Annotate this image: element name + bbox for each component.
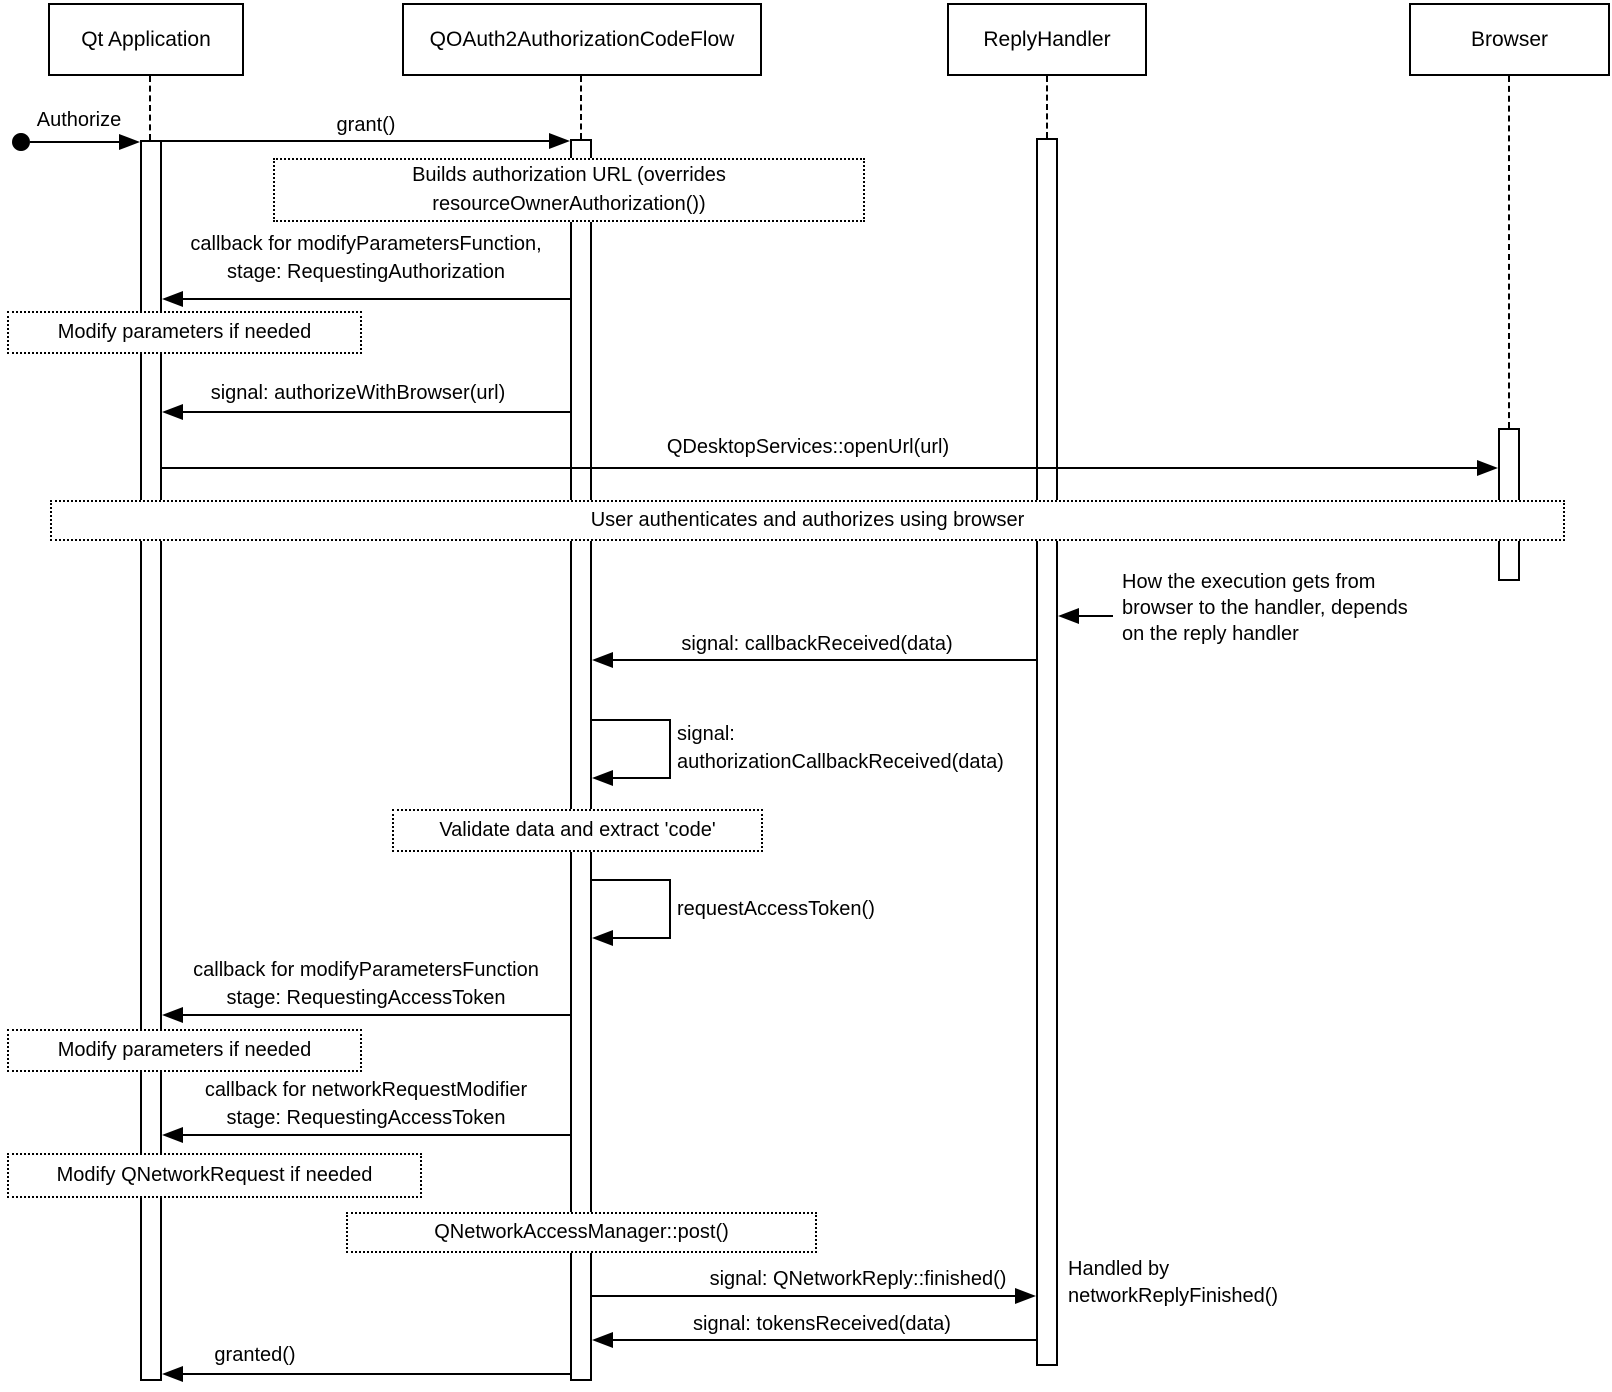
arrowhead-left-icon	[592, 1332, 613, 1348]
browser-to-handler-annotation	[1122, 569, 1408, 647]
arrowhead-right-icon	[1477, 460, 1498, 476]
handled-by-annotation	[1068, 1256, 1278, 1310]
note-validate-code	[392, 809, 763, 852]
browser-to-handler-line1: How the execution gets from	[1122, 571, 1376, 593]
authorization-callback-received-label-line1: signal:	[677, 723, 735, 745]
note-modify-parameters-1	[7, 311, 362, 354]
lifeline-reply-handler	[1046, 76, 1048, 138]
granted-label: granted()	[214, 1344, 296, 1366]
arrowhead-left-icon	[1058, 608, 1079, 624]
callback-authorization-line1: callback for modifyParametersFunction,	[190, 233, 542, 255]
authorize-with-browser-arrow-line	[183, 411, 570, 413]
authorize-with-browser-label: signal: authorizeWithBrowser(url)	[210, 382, 506, 404]
note-modify-qnetworkrequest-text: Modify QNetworkRequest if needed	[56, 1164, 373, 1186]
callback-authorization-arrow-line	[183, 298, 570, 300]
note-user-authenticates-text: User authenticates and authorizes using browser	[590, 509, 1025, 531]
participant-qoauth2-flow	[402, 3, 762, 76]
participant-browser	[1409, 3, 1610, 76]
participant-label: Browser	[1470, 27, 1549, 51]
note-builds-url-line1: Builds authorization URL (overrides	[412, 164, 726, 186]
participant-label: Qt Application	[81, 27, 211, 51]
tokens-received-label: signal: tokensReceived(data)	[693, 1313, 951, 1335]
note-validate-code-text: Validate data and extract 'code'	[439, 819, 716, 841]
callback-received-label: signal: callbackReceived(data)	[681, 633, 953, 655]
selfcall2-bottom-line	[613, 937, 671, 939]
callback-received-arrow-line	[613, 659, 1036, 661]
participant-qt-application	[48, 3, 244, 76]
granted-arrow-line	[183, 1373, 570, 1375]
authorize-arrow-line	[30, 141, 122, 143]
selfcall2-top-line	[592, 879, 671, 881]
participant-label: QOAuth2AuthorizationCodeFlow	[429, 27, 735, 51]
network-reply-finished-arrow-line	[592, 1295, 1017, 1297]
note-modify-qnetworkrequest	[7, 1153, 422, 1198]
callback-access-token-arrow-line	[183, 1014, 570, 1016]
browser-to-handler-line2: browser to the handler, depends	[1122, 597, 1408, 619]
note-modify-parameters-2	[7, 1029, 362, 1072]
participant-label: ReplyHandler	[983, 27, 1111, 51]
arrowhead-right-icon	[119, 134, 140, 150]
arrowhead-left-icon	[162, 291, 183, 307]
selfcall1-right-line	[669, 719, 671, 779]
note-builds-url-line2: resourceOwnerAuthorization())	[432, 193, 706, 215]
authorization-callback-received-label-line2: authorizationCallbackReceived(data)	[677, 751, 1004, 773]
arrowhead-left-icon	[162, 1007, 183, 1023]
arrowhead-left-icon	[162, 1127, 183, 1143]
lifeline-qoauth2-flow	[580, 76, 582, 139]
arrowhead-right-icon	[549, 133, 570, 149]
arrowhead-left-icon	[162, 404, 183, 420]
note-qnetworkaccessmanager-post-text: QNetworkAccessManager::post()	[434, 1221, 729, 1243]
handled-by-line2: networkReplyFinished()	[1068, 1285, 1279, 1307]
lifeline-browser	[1508, 76, 1510, 428]
callback-access-token-line2: stage: RequestingAccessToken	[226, 987, 506, 1009]
open-url-label: QDesktopServices::openUrl(url)	[666, 436, 950, 458]
network-reply-finished-label: signal: QNetworkReply::finished()	[709, 1268, 1007, 1290]
callback-access-token-label	[156, 956, 576, 1012]
grant-label: grant()	[336, 114, 396, 136]
network-request-modifier-arrow-line	[183, 1134, 570, 1136]
browser-to-handler-line3: on the reply handler	[1122, 623, 1299, 645]
note-builds-authorization-url	[273, 158, 865, 222]
tokens-received-arrow-line	[613, 1339, 1036, 1341]
browser-to-handler-arrow-line	[1076, 615, 1113, 617]
found-message-dot	[12, 133, 30, 151]
arrowhead-left-icon	[592, 770, 613, 786]
arrowhead-right-icon	[1015, 1288, 1036, 1304]
note-qnetworkaccessmanager-post	[346, 1212, 817, 1253]
handled-by-line1: Handled by	[1068, 1258, 1170, 1280]
callback-access-token-line1: callback for modifyParametersFunction	[193, 959, 539, 981]
lifeline-qt-application	[149, 76, 151, 140]
network-request-modifier-label	[156, 1076, 576, 1132]
callback-authorization-line2: stage: RequestingAuthorization	[227, 261, 505, 283]
request-access-token-label: requestAccessToken()	[677, 898, 875, 920]
note-user-authenticates-band	[50, 500, 1565, 541]
selfcall1-top-line	[592, 719, 671, 721]
note-modify-parameters-1-text: Modify parameters if needed	[57, 321, 312, 343]
grant-arrow-line	[162, 140, 551, 142]
authorize-label: Authorize	[36, 109, 122, 131]
arrowhead-left-icon	[162, 1366, 183, 1382]
arrowhead-left-icon	[592, 930, 613, 946]
selfcall2-right-line	[669, 879, 671, 939]
activation-reply-handler	[1036, 138, 1058, 1366]
open-url-arrow-line	[162, 467, 1477, 469]
callback-authorization-label	[156, 230, 576, 286]
network-request-modifier-line1: callback for networkRequestModifier	[204, 1079, 528, 1101]
selfcall1-bottom-line	[613, 777, 671, 779]
arrowhead-left-icon	[592, 652, 613, 668]
network-request-modifier-line2: stage: RequestingAccessToken	[226, 1107, 506, 1129]
participant-reply-handler	[947, 3, 1147, 76]
activation-qoauth2-flow	[570, 139, 592, 1381]
note-modify-parameters-2-text: Modify parameters if needed	[57, 1039, 312, 1061]
